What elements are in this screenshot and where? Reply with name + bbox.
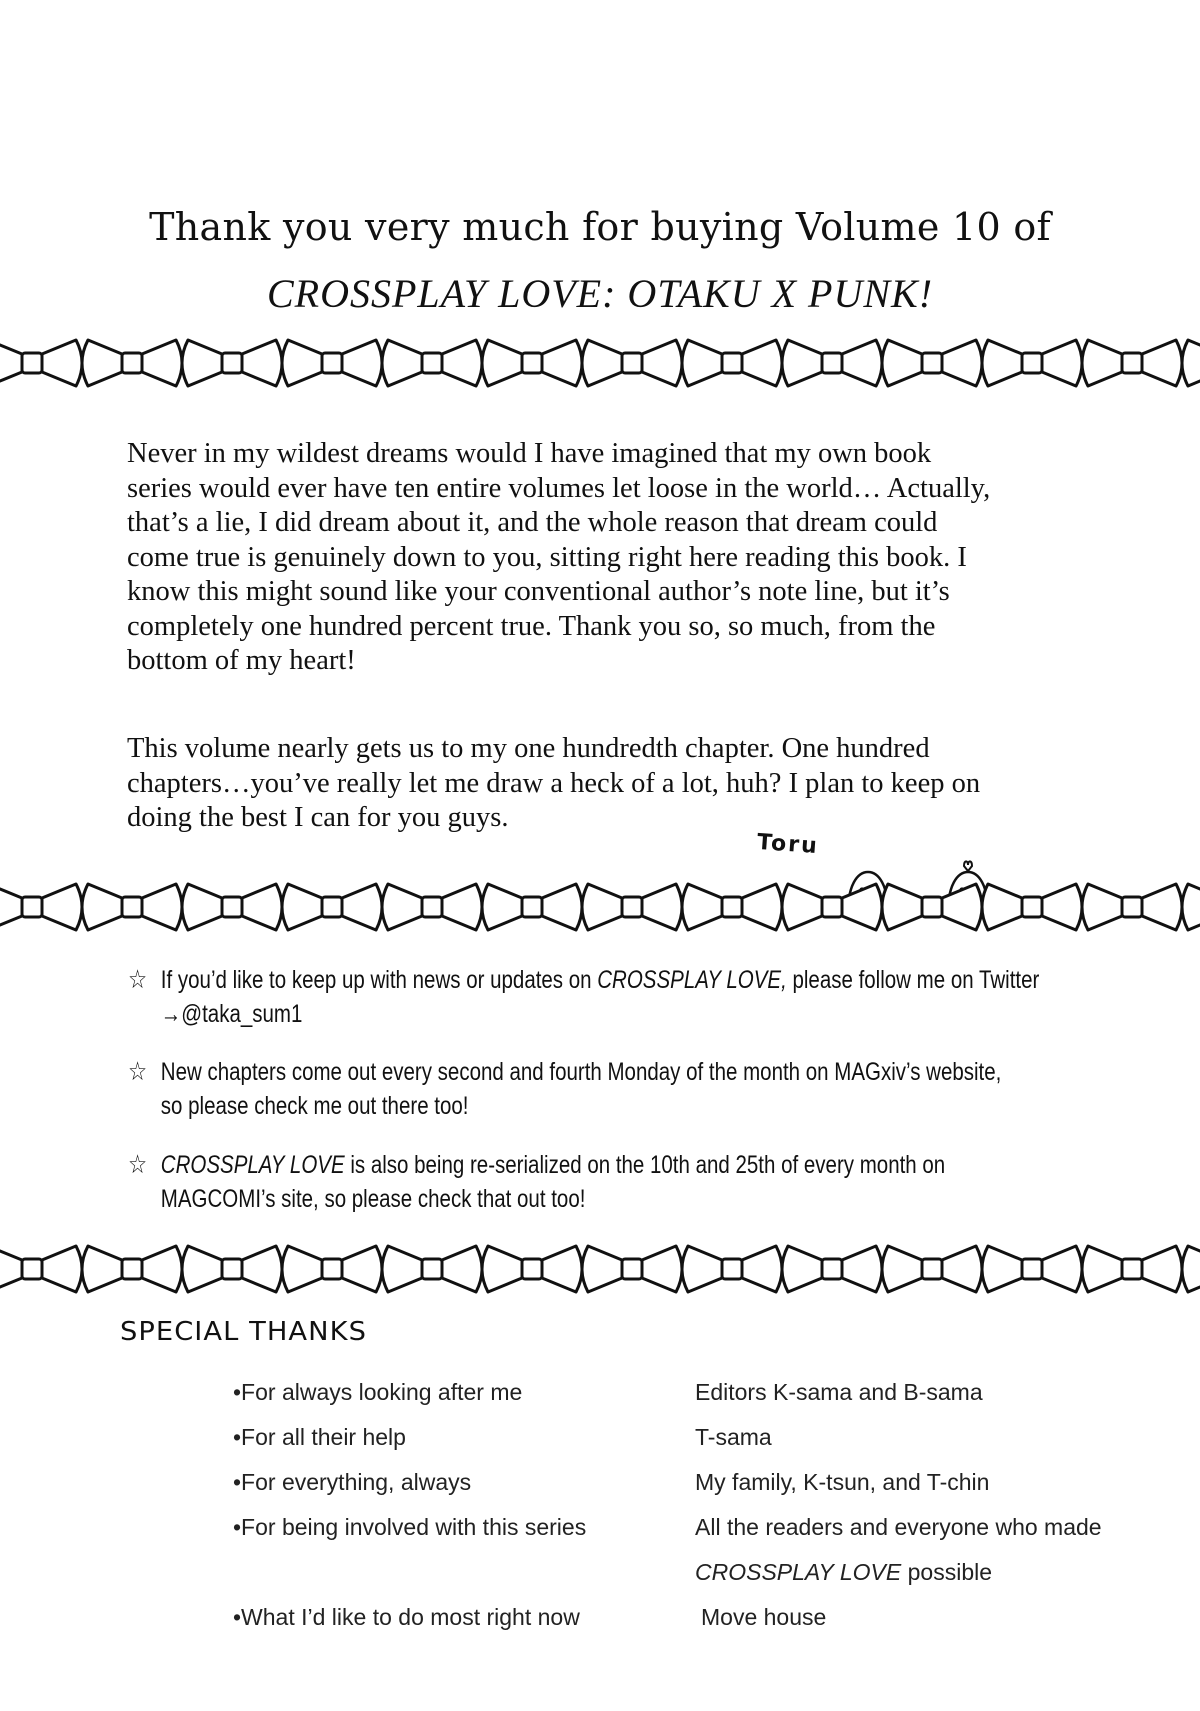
- bow-icon: [682, 884, 782, 930]
- thanks-recipient-text: possible: [901, 1559, 993, 1585]
- bow-icon: [382, 340, 482, 386]
- author-signature: Toru: [756, 829, 820, 860]
- series-name: CROSSPLAY LOVE,: [597, 966, 787, 994]
- author-note-paragraph-2: [127, 732, 1117, 836]
- thanks-reason: •What I’d like to do most right now: [233, 1604, 580, 1630]
- bow-icon: [182, 1246, 282, 1292]
- bullet-magxiv: [128, 1054, 1112, 1123]
- thanks-recipient: [695, 1559, 992, 1586]
- text-line: doing the best I can for you guys.: [127, 802, 509, 833]
- bow-icon: [982, 1246, 1082, 1292]
- thanks-recipient: T-sama: [695, 1424, 772, 1450]
- bow-divider-1: [0, 330, 1200, 396]
- text-line: series would ever have ten entire volumes let loose in the world… Actually,: [127, 472, 991, 504]
- bow-icon: [882, 884, 982, 930]
- series-name: CROSSPLAY LOVE: [695, 1559, 902, 1585]
- series-name: CROSSPLAY LOVE: [160, 1151, 345, 1179]
- author-note-paragraph-1: [127, 437, 1117, 679]
- bow-icon: [782, 340, 882, 386]
- bow-icon: [582, 1246, 682, 1292]
- thanks-row: [0, 1604, 1200, 1644]
- bow-icon: [782, 884, 882, 930]
- text-line: come true is genuinely down to you, sitting right here reading this book. I: [127, 541, 967, 573]
- bow-icon: [82, 884, 182, 930]
- bow-divider-2: [0, 874, 1200, 940]
- thanks-row: [0, 1469, 1200, 1509]
- bullet-text: so please check me out there too!: [160, 1092, 469, 1120]
- bow-icon: [982, 340, 1082, 386]
- thanks-recipient: Editors K-sama and B-sama: [695, 1379, 983, 1405]
- bow-icon: [582, 884, 682, 930]
- bullet-text: If you’d like to keep up with news or updates on: [160, 966, 598, 994]
- bow-icon: [482, 1246, 582, 1292]
- thanks-reason: •For always looking after me: [233, 1379, 523, 1405]
- bow-icon: [182, 884, 282, 930]
- bow-icon: [1082, 1246, 1182, 1292]
- thanks-reason: •For all their help: [233, 1424, 406, 1450]
- bow-icon: [482, 884, 582, 930]
- star-icon: ☆: [128, 1149, 148, 1179]
- bow-icon: [82, 1246, 182, 1292]
- bow-icon: [82, 340, 182, 386]
- page-title: Thank you very much for buying Volume 10 of: [149, 205, 1051, 249]
- bullet-text: please follow me on Twitter: [786, 966, 1040, 994]
- bow-icon: [1182, 1246, 1200, 1292]
- bow-icon: [1182, 340, 1200, 386]
- thanks-row: [0, 1379, 1200, 1419]
- bullet-text: New chapters come out every second and fourth Monday of the month on MAGxiv’s website,: [160, 1058, 1002, 1086]
- text-line: know this might sound like your conventional author’s note line, but it’s: [127, 576, 950, 607]
- text-line: Never in my wildest dreams would I have imagined that my own book: [127, 438, 932, 469]
- bow-icon: [0, 1246, 82, 1292]
- bow-icon: [382, 884, 482, 930]
- bow-icon: [682, 1246, 782, 1292]
- bow-icon: [182, 340, 282, 386]
- text-line: chapters…you’ve really let me draw a heck of a lot, huh? I plan to keep on: [127, 767, 981, 799]
- thanks-recipient: All the readers and everyone who made: [695, 1514, 1102, 1540]
- bow-icon: [582, 340, 682, 386]
- bow-icon: [782, 1246, 882, 1292]
- bow-icon: [0, 340, 82, 386]
- bow-icon: [882, 340, 982, 386]
- special-thanks-heading: SPECIAL THANKS: [120, 1317, 367, 1347]
- text-line: This volume nearly gets us to my one hundredth chapter. One hundred: [127, 733, 930, 764]
- thanks-row: [0, 1514, 1200, 1554]
- series-title: CROSSPLAY LOVE: OTAKU X PUNK!: [266, 271, 934, 316]
- bow-icon: [382, 1246, 482, 1292]
- thanks-row: [0, 1559, 1200, 1599]
- bullet-text: is also being re-serialized on the 10th and 25th of every month on: [344, 1151, 946, 1179]
- twitter-handle: →@taka_sum1: [160, 1000, 303, 1028]
- bow-icon: [1082, 884, 1182, 930]
- bow-icon: [282, 340, 382, 386]
- text-line: bottom of my heart!: [127, 645, 356, 676]
- text-line: that’s a lie, I did dream about it, and the whole reason that dream could: [127, 507, 938, 538]
- bullet-text: MAGCOMI’s site, so please check that out too!: [160, 1185, 586, 1213]
- text-line: completely one hundred percent true. Thank you so, so much, from the: [127, 610, 936, 642]
- bow-icon: [0, 884, 82, 930]
- bow-divider-3: [0, 1236, 1200, 1302]
- bow-icon: [282, 1246, 382, 1292]
- thanks-reason: •For being involved with this series: [233, 1514, 587, 1540]
- bow-icon: [882, 1246, 982, 1292]
- thanks-row: [0, 1424, 1200, 1464]
- bow-icon: [1082, 340, 1182, 386]
- star-icon: ☆: [128, 964, 148, 994]
- bow-icon: [982, 884, 1082, 930]
- thanks-reason: •For everything, always: [233, 1469, 472, 1495]
- thanks-recipient: Move house: [701, 1604, 827, 1630]
- bow-icon: [482, 340, 582, 386]
- star-icon: ☆: [128, 1056, 148, 1086]
- bullet-magcomi: [128, 1147, 1112, 1216]
- bullet-twitter: [128, 962, 1112, 1031]
- bow-icon: [682, 340, 782, 386]
- bow-icon: [1182, 884, 1200, 930]
- thanks-recipient: My family, K-tsun, and T-chin: [695, 1469, 990, 1495]
- bow-icon: [282, 884, 382, 930]
